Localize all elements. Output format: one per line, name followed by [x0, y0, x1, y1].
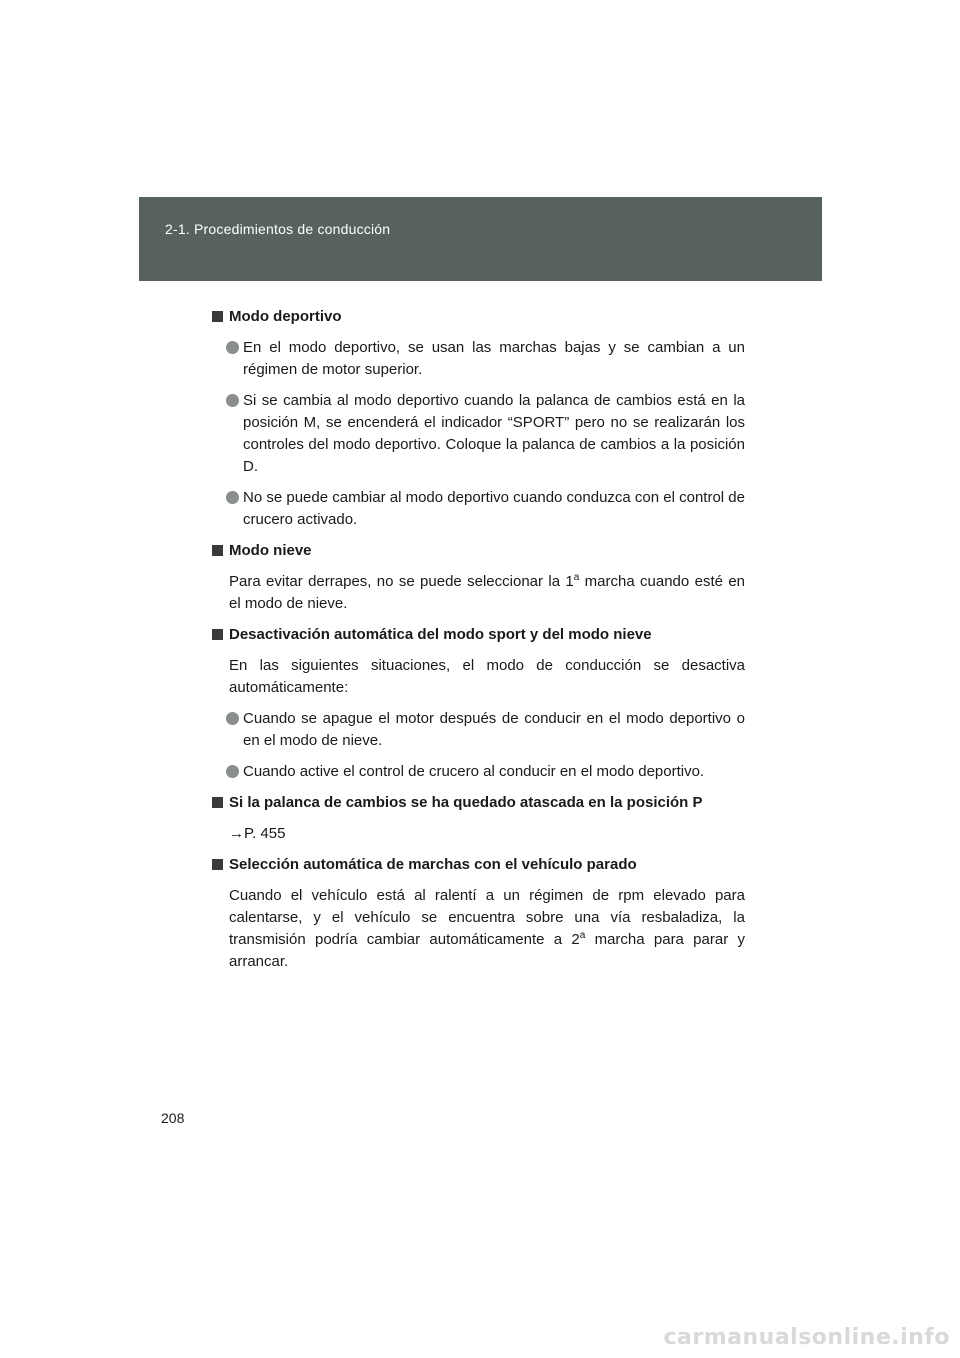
square-bullet-icon: [212, 629, 223, 640]
circle-bullet-icon: [226, 491, 239, 504]
snow-paragraph: Para evitar derrapes, no se puede seleccionar la 1$^a$ marcha cuando esté en el modo de nieve.: [229, 572, 745, 612]
square-bullet-icon: [212, 545, 223, 556]
section-title-auto-select: Selección automática de marchas con el vehículo parado: [212, 854, 745, 876]
circle-bullet-icon: [226, 712, 239, 725]
page-number: 208: [161, 1110, 185, 1126]
section-title-stuck: Si la palanca de cambios se ha quedado atascada en la posición P: [212, 792, 745, 814]
list-item: Cuando se apague el motor después de conducir en el modo deportivo o en el modo de nieve.: [212, 708, 745, 752]
page-content: [212, 306, 745, 982]
auto-off-intro: En las siguientes situaciones, el modo de conducción se desactiva automáticamente:: [229, 657, 745, 696]
section-header-title: 2-1. Procedimientos de conducción: [165, 221, 391, 237]
list-item: Cuando active el control de crucero al conducir en el modo deportivo.: [212, 761, 745, 783]
section-title-auto-off: Desactivación automática del modo sport y del modo nieve: [212, 624, 745, 646]
square-bullet-icon: [212, 859, 223, 870]
section-header-band: [139, 197, 822, 281]
list-item: En el modo deportivo, se usan las marchas bajas y se cambian a un régimen de motor superior.: [212, 337, 745, 381]
watermark: carmanualsonline.info: [663, 1325, 950, 1350]
page-reference-link[interactable]: P. 455: [244, 825, 286, 842]
list-item: Si se cambia al modo deportivo cuando la palanca de cambios está en la posición M, se encenderá el indicador “SPORT” pero no se realizarán los controles del modo deportivo. Coloque la palanca de cambios a la posición D.: [212, 390, 745, 478]
section-title-sport: Modo deportivo: [212, 306, 745, 328]
arrow-right-icon: →: [229, 825, 244, 842]
circle-bullet-icon: [226, 394, 239, 407]
square-bullet-icon: [212, 797, 223, 808]
section-title-snow: Modo nieve: [212, 540, 745, 562]
list-item: No se puede cambiar al modo deportivo cuando conduzca con el control de crucero activado.: [212, 487, 745, 531]
circle-bullet-icon: [226, 765, 239, 778]
page-reference: [212, 823, 745, 845]
square-bullet-icon: [212, 311, 223, 322]
circle-bullet-icon: [226, 341, 239, 354]
auto-select-paragraph: Cuando el vehículo está al ralentí a un régimen de rpm elevado para calentarse, y el vehículo se encuentra sobre una vía resbaladiza, la transmisión podría cambiar automáticamente a 2$^a$ marcha para parar y arrancar.: [229, 887, 745, 970]
